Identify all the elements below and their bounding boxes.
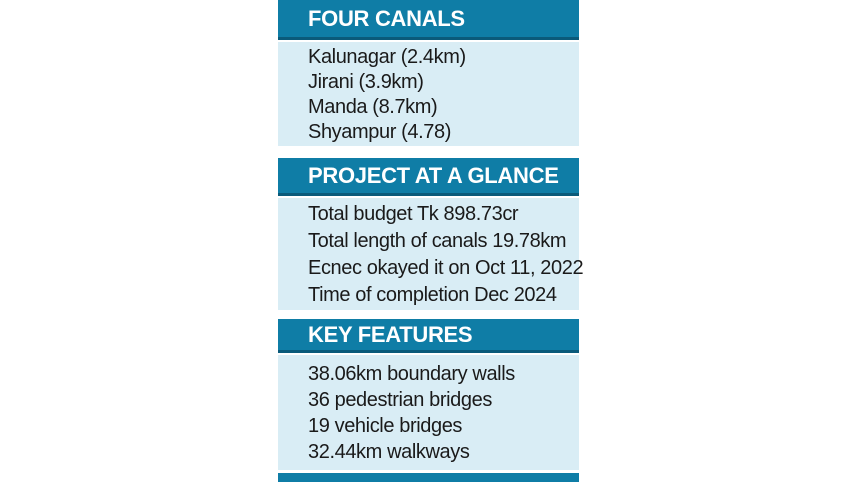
list-item: Ecnec okayed it on Oct 11, 2022: [308, 257, 584, 279]
section-header-key-features: [278, 319, 579, 353]
section-header-four-canals: [278, 0, 579, 40]
list-item: Jirani (3.9km): [308, 71, 424, 93]
section-divider: [278, 310, 579, 319]
next-section-header-cutoff: [278, 473, 579, 482]
list-item: 19 vehicle bridges: [308, 415, 463, 437]
infographic-panel: [278, 0, 584, 482]
list-item: 38.06km boundary walls: [308, 363, 515, 385]
list-item: 32.44km walkways: [308, 441, 470, 463]
list-item: Total budget Tk 898.73cr: [308, 203, 519, 225]
section-title: FOUR CANALS: [308, 5, 465, 31]
section-body-project-at-a-glance: [278, 198, 584, 310]
section-title: PROJECT AT A GLANCE: [308, 162, 559, 188]
list-item: 36 pedestrian bridges: [308, 389, 492, 411]
list-item: Time of completion Dec 2024: [308, 284, 557, 306]
list-item: Manda (8.7km): [308, 96, 438, 118]
section-divider: [278, 146, 579, 158]
section-title: KEY FEATURES: [308, 321, 473, 347]
list-item: Shyampur (4.78): [308, 121, 451, 143]
section-header-project-at-a-glance: [278, 158, 579, 196]
list-item: Kalunagar (2.4km): [308, 46, 466, 68]
list-item: Total length of canals 19.78km: [308, 230, 567, 252]
section-body-four-canals: [278, 42, 579, 146]
section-body-key-features: [278, 355, 579, 470]
